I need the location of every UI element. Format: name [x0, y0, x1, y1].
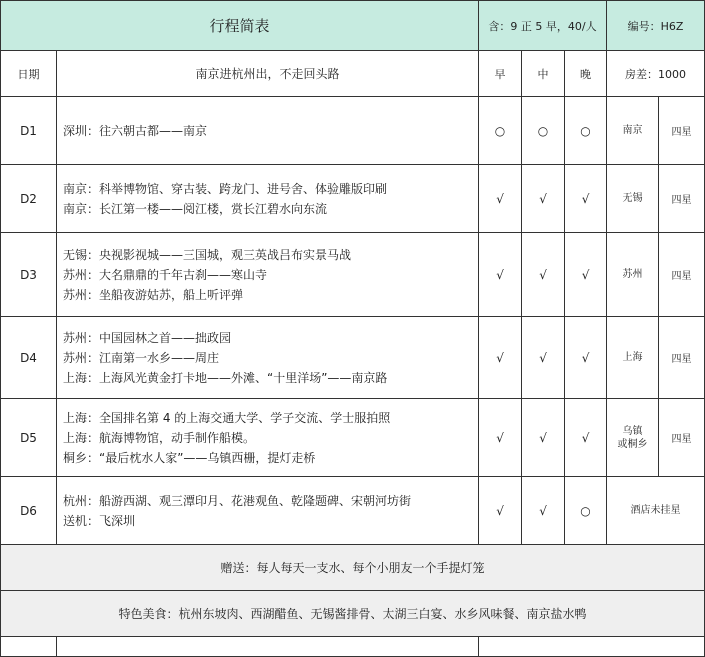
description-line: 苏州：大名鼎鼎的千年古刹——寒山寺 [63, 267, 268, 282]
partial-cell [479, 637, 705, 657]
day-description [57, 233, 479, 317]
route-header: 南京进杭州出，不走回头路 [57, 51, 479, 97]
hotel-city-line: 或桐乡 [617, 438, 648, 450]
day-label: D2 [1, 165, 57, 233]
hotel-city: 南京 [607, 97, 659, 165]
lunch-mark: √ [522, 477, 565, 545]
dinner-mark: √ [565, 165, 607, 233]
description-line: 苏州：坐船夜游姑苏，船上听评弹 [63, 287, 244, 302]
meal-inclusion: 含：9 正 5 早，40/人 [479, 1, 607, 51]
gift-row [1, 545, 705, 591]
description-line: 苏州：中国园林之首——拙政园 [63, 330, 232, 345]
page-title: 行程简表 [1, 1, 479, 51]
header-row [1, 1, 705, 51]
hotel-city-line: 乌镇 [622, 425, 643, 437]
hotel-star: 四星 [659, 97, 705, 165]
breakfast-header: 早 [479, 51, 522, 97]
day-row [1, 317, 705, 399]
description-line: 上海：航海博物馆，动手制作船模。 [63, 430, 256, 445]
specialty-food-note: 特色美食：杭州东坡肉、西湖醋鱼、无锡酱排骨、太湖三白宴、水乡风味餐、南京盐水鸭 [1, 591, 705, 637]
hotel-star: 四星 [659, 399, 705, 477]
description-line: 南京：长江第一楼——阅江楼，赏长江碧水向东流 [63, 201, 328, 216]
description-line: 桐乡：“最后枕水人家”——乌镇西栅，提灯走桥 [63, 450, 316, 465]
breakfast-mark: √ [479, 165, 522, 233]
hotel-star: 四星 [659, 317, 705, 399]
lunch-mark: ○ [522, 97, 565, 165]
breakfast-mark: ○ [479, 97, 522, 165]
lunch-mark: √ [522, 233, 565, 317]
hotel-star: 四星 [659, 233, 705, 317]
day-label: D1 [1, 97, 57, 165]
description-line: 南京：科举博物馆、穿古装、跨龙门、进号舍、体验雕版印刷 [63, 181, 388, 196]
day-label: D5 [1, 399, 57, 477]
day-row [1, 399, 705, 477]
dinner-mark: √ [565, 233, 607, 317]
partial-cell [1, 637, 57, 657]
lunch-mark: √ [522, 399, 565, 477]
dinner-mark: √ [565, 399, 607, 477]
hotel-city [607, 399, 659, 477]
lunch-mark: √ [522, 165, 565, 233]
dinner-header: 晚 [565, 51, 607, 97]
day-row [1, 233, 705, 317]
day-description [57, 165, 479, 233]
description-line: 上海：全国排名第 4 的上海交通大学、学子交流、学士服拍照 [63, 410, 391, 425]
breakfast-mark: √ [479, 477, 522, 545]
hotel-city: 苏州 [607, 233, 659, 317]
partial-row [1, 637, 705, 657]
day-label: D3 [1, 233, 57, 317]
food-row [1, 591, 705, 637]
dinner-mark: ○ [565, 97, 607, 165]
breakfast-mark: √ [479, 399, 522, 477]
day-description [57, 399, 479, 477]
gift-note: 赠送：每人每天一支水、每个小朋友一个手提灯笼 [1, 545, 705, 591]
subheader-row [1, 51, 705, 97]
hotel-city: 上海 [607, 317, 659, 399]
day-description [57, 97, 479, 165]
dinner-mark: √ [565, 317, 607, 399]
day-description [57, 317, 479, 399]
description-line: 上海：上海风光黄金打卡地——外滩、“十里洋场”——南京路 [63, 370, 388, 385]
itinerary-code: 编号：H6Z [607, 1, 705, 51]
day-label: D6 [1, 477, 57, 545]
lunch-header: 中 [522, 51, 565, 97]
description-line: 深圳：往六朝古都——南京 [63, 123, 208, 138]
date-header: 日期 [1, 51, 57, 97]
description-line: 杭州：船游西湖、观三潭印月、花港观鱼、乾隆题碑、宋朝河坊街 [63, 493, 412, 508]
day-row [1, 165, 705, 233]
day-row [1, 477, 705, 545]
dinner-mark: ○ [565, 477, 607, 545]
day-row [1, 97, 705, 165]
day-label: D4 [1, 317, 57, 399]
description-line: 无锡：央视影视城——三国城，观三英战吕布实景马战 [63, 247, 352, 262]
day-description [57, 477, 479, 545]
breakfast-mark: √ [479, 317, 522, 399]
hotel-note: 酒店未挂星 [607, 477, 705, 545]
breakfast-mark: √ [479, 233, 522, 317]
hotel-star: 四星 [659, 165, 705, 233]
room-diff: 房差：1000 [607, 51, 705, 97]
description-line: 苏州：江南第一水乡——周庄 [63, 350, 220, 365]
description-line: 送机：飞深圳 [63, 513, 136, 528]
lunch-mark: √ [522, 317, 565, 399]
partial-cell [57, 637, 479, 657]
hotel-city: 无锡 [607, 165, 659, 233]
